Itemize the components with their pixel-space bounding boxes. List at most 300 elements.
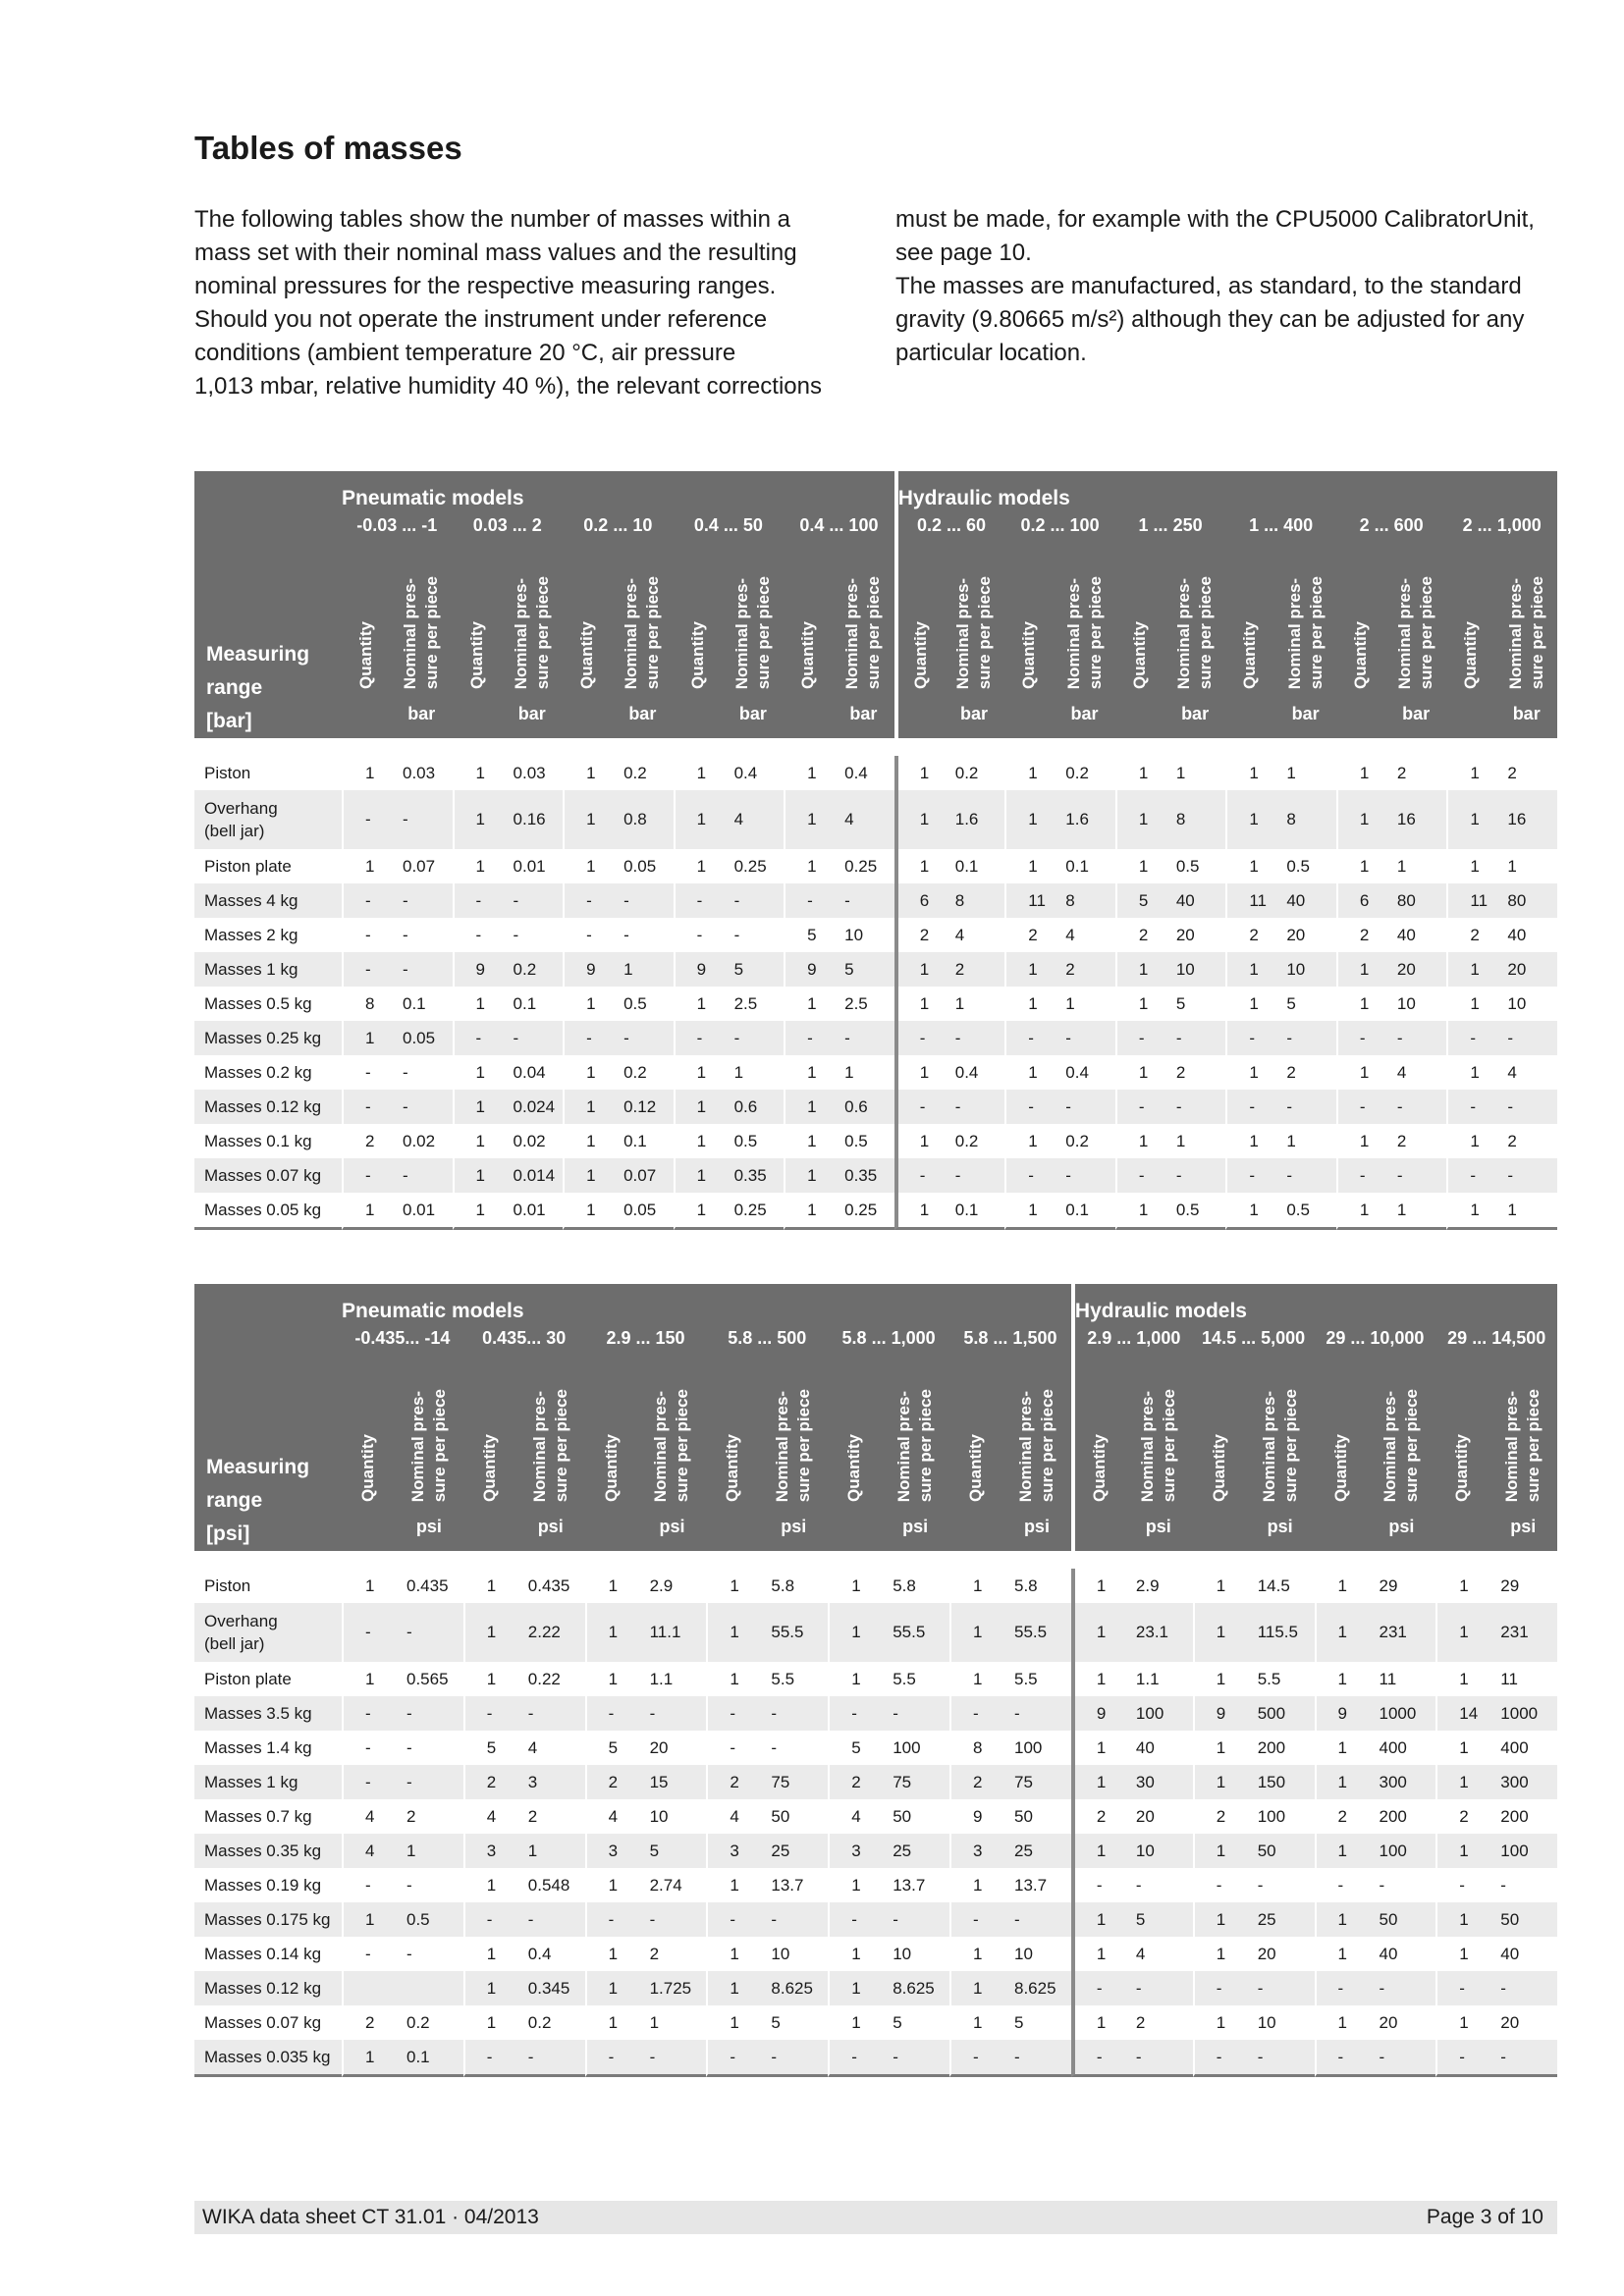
quantity-cell: 3	[706, 1834, 759, 1868]
quantity-cell: 1	[1004, 1055, 1054, 1090]
quantity-cell: -	[1071, 2040, 1124, 2077]
nominal-pressure-cell: 2	[1164, 1055, 1226, 1090]
table-row	[194, 1902, 1557, 1937]
unit-spacer	[563, 689, 612, 738]
nominal-pressure-cell: 0.5	[1164, 849, 1226, 883]
row-label: Masses 0.07 kg	[194, 2005, 342, 2040]
quantity-cell: -	[828, 1696, 881, 1731]
quantity-cell: 1	[342, 2040, 395, 2077]
nominal-pressure-cell: 0.25	[723, 849, 785, 883]
nominal-pressure-cell: 0.25	[723, 1193, 785, 1230]
quantity-cell: 1	[453, 1090, 502, 1124]
quantity-cell: 1	[784, 987, 833, 1021]
quantity-cell: 1	[463, 1569, 516, 1603]
quantity-column-header	[1193, 1353, 1246, 1502]
quantity-cell: -	[342, 1765, 395, 1799]
page-footer	[194, 2201, 1557, 2234]
measuring-range-label	[194, 471, 342, 738]
quantity-cell: 1	[1115, 1055, 1164, 1090]
nominal-pressure-cell: 0.01	[391, 1193, 453, 1230]
measuring-range-header: 29 ... 14,500	[1435, 1323, 1557, 1353]
nominal-pressure-cell: 5	[638, 1834, 707, 1868]
row-label: Masses 0.14 kg	[194, 1937, 342, 1971]
nominal-pressure-cell: 25	[881, 1834, 949, 1868]
unit-spacer	[674, 689, 723, 738]
nominal-pressure-cell: 0.05	[612, 849, 674, 883]
quantity-cell: 1	[1336, 1055, 1385, 1090]
nominal-pressure-cell: 0.1	[944, 849, 1005, 883]
nominal-pressure-cell: 50	[1368, 1902, 1436, 1937]
nominal-pressure-label-line: sure per piece	[1085, 575, 1105, 689]
quantity-cell: 1	[706, 2005, 759, 2040]
nominal-pressure-cell: -	[612, 1021, 674, 1055]
nominal-pressure-cell: 20	[1164, 918, 1226, 952]
nominal-pressure-cell: 0.07	[391, 849, 453, 883]
nominal-pressure-column-header	[391, 540, 453, 689]
quantity-cell: 1	[563, 790, 612, 849]
nominal-pressure-cell: -	[502, 918, 564, 952]
nominal-pressure-label-line: sure per piece	[794, 1388, 814, 1502]
quantity-cell: 2	[706, 1765, 759, 1799]
nominal-pressure-column-header	[502, 540, 564, 689]
nominal-pressure-cell: 100	[1489, 1834, 1557, 1868]
intro-line: nominal pressures for the respective measuring ranges.	[194, 273, 777, 299]
nominal-pressure-cell: -	[1368, 1868, 1436, 1902]
nominal-pressure-cell: 0.22	[516, 1662, 585, 1696]
nominal-pressure-column-header	[1368, 1353, 1436, 1502]
nominal-pressure-label-line: Nominal pres-	[842, 577, 862, 689]
quantity-cell: 5	[784, 918, 833, 952]
nominal-pressure-cell: 231	[1489, 1603, 1557, 1662]
quantity-cell: 1	[706, 1603, 759, 1662]
row-label: Masses 0.12 kg	[194, 1971, 342, 2005]
quantity-cell: -	[463, 2040, 516, 2077]
row-label: Masses 0.25 kg	[194, 1021, 342, 1055]
quantity-cell: -	[585, 1902, 638, 1937]
nominal-pressure-cell: -	[833, 1021, 894, 1055]
nominal-pressure-column-header	[1274, 540, 1336, 689]
nominal-pressure-column-header	[1124, 1353, 1193, 1502]
quantity-cell: 1	[1193, 1569, 1246, 1603]
nominal-pressure-cell: -	[1274, 1021, 1336, 1055]
nominal-pressure-cell: 8	[1164, 790, 1226, 849]
quantity-cell: 1	[828, 1603, 881, 1662]
quantity-cell: -	[585, 1696, 638, 1731]
nominal-pressure-cell: 20	[638, 1731, 707, 1765]
quantity-column-header	[1004, 540, 1054, 689]
nominal-pressure-cell: 50	[881, 1799, 949, 1834]
quantity-column-header	[1446, 540, 1495, 689]
nominal-pressure-cell: 11.1	[638, 1603, 707, 1662]
quantity-cell: 1	[1004, 790, 1054, 849]
quantity-cell: -	[706, 2040, 759, 2077]
nominal-pressure-label-line: Nominal pres-	[953, 577, 973, 689]
nominal-pressure-cell: 20	[1124, 1799, 1193, 1834]
nominal-pressure-cell: 3	[516, 1765, 585, 1799]
nominal-pressure-cell: 80	[1495, 883, 1557, 918]
quantity-cell: 9	[1315, 1696, 1368, 1731]
nominal-pressure-cell: 4	[1385, 1055, 1447, 1090]
quantity-cell: 1	[585, 1868, 638, 1902]
quantity-cell: 11	[1446, 883, 1495, 918]
table-row	[194, 1569, 1557, 1603]
intro-right-column	[895, 203, 1563, 370]
nominal-pressure-cell: -	[1054, 1158, 1115, 1193]
row-label: Piston plate	[194, 1662, 342, 1696]
nominal-pressure-label-line: sure per piece	[532, 575, 552, 689]
quantity-cell: 1	[1435, 1765, 1489, 1799]
nominal-pressure-cell: 0.1	[502, 987, 564, 1021]
quantity-cell: -	[949, 1696, 1002, 1731]
quantity-cell: 1	[1115, 952, 1164, 987]
nominal-pressure-label-line: Nominal pres-	[1174, 577, 1194, 689]
nominal-pressure-cell: 0.02	[502, 1124, 564, 1158]
quantity-cell: -	[1336, 1158, 1385, 1193]
measuring-range-line: range	[206, 676, 263, 699]
nominal-pressure-label-line: sure per piece	[1196, 575, 1216, 689]
nominal-pressure-cell: -	[1489, 1971, 1557, 2005]
nominal-pressure-label	[650, 1389, 693, 1502]
unit-label: bar	[1164, 689, 1226, 738]
quantity-label: Quantity	[965, 1434, 985, 1502]
nominal-pressure-column-header	[1054, 540, 1115, 689]
table-row	[194, 849, 1557, 883]
quantity-cell: 1	[563, 1090, 612, 1124]
quantity-label: Quantity	[479, 1434, 499, 1502]
nominal-pressure-cell: 2.74	[638, 1868, 707, 1902]
nominal-pressure-cell: 0.4	[516, 1937, 585, 1971]
row-label: Masses 1 kg	[194, 1765, 342, 1799]
quantity-column-header	[463, 1353, 516, 1502]
nominal-pressure-cell: 0.014	[502, 1158, 564, 1193]
nominal-pressure-cell: 4	[1495, 1055, 1557, 1090]
nominal-pressure-cell: 10	[1274, 952, 1336, 987]
quantity-cell: 1	[1315, 1603, 1368, 1662]
measuring-range-header: 0.435... 30	[463, 1323, 585, 1353]
table-row	[194, 1765, 1557, 1799]
table-row	[194, 790, 1557, 849]
quantity-cell: -	[1435, 1971, 1489, 2005]
quantity-cell: 5	[1115, 883, 1164, 918]
nominal-pressure-label-line: sure per piece	[916, 1388, 936, 1502]
nominal-pressure-cell: 5	[1164, 987, 1226, 1021]
nominal-pressure-cell: -	[1495, 1021, 1557, 1055]
quantity-cell: 1	[563, 1055, 612, 1090]
nominal-pressure-cell: 5	[881, 2005, 949, 2040]
quantity-cell: -	[1004, 1158, 1054, 1193]
quantity-label: Quantity	[356, 621, 375, 689]
nominal-pressure-cell: 10	[1164, 952, 1226, 987]
nominal-pressure-cell: 16	[1385, 790, 1447, 849]
table-row	[194, 1731, 1557, 1765]
nominal-pressure-cell: 0.1	[944, 1193, 1005, 1230]
quantity-label: Quantity	[723, 1434, 742, 1502]
quantity-cell: -	[1071, 1971, 1124, 2005]
nominal-pressure-cell: 100	[1246, 1799, 1315, 1834]
quantity-cell: 1	[894, 756, 944, 790]
nominal-pressure-cell: 10	[759, 1937, 828, 1971]
nominal-pressure-label-line: Nominal pres-	[1259, 1390, 1278, 1502]
nominal-pressure-label-line: sure per piece	[1306, 575, 1326, 689]
nominal-pressure-label-line: Nominal pres-	[1505, 577, 1525, 689]
nominal-pressure-label	[772, 1389, 815, 1502]
quantity-cell: 2	[1336, 918, 1385, 952]
measuring-range-header: 0.2 ... 10	[563, 510, 674, 540]
nominal-pressure-label-line: sure per piece	[1524, 1388, 1543, 1502]
unit-label: psi	[1368, 1502, 1436, 1551]
quantity-cell: 1	[1115, 1124, 1164, 1158]
nominal-pressure-cell: 300	[1368, 1765, 1436, 1799]
nominal-pressure-cell: 10	[638, 1799, 707, 1834]
quantity-cell: -	[674, 918, 723, 952]
quantity-cell: 1	[563, 849, 612, 883]
quantity-cell: 1	[1225, 790, 1274, 849]
unit-label: psi	[1002, 1502, 1071, 1551]
unit-label: bar	[944, 689, 1005, 738]
quantity-label: Quantity	[910, 621, 930, 689]
nominal-pressure-cell: 55.5	[759, 1603, 828, 1662]
quantity-cell: -	[1336, 1090, 1385, 1124]
nominal-pressure-cell: -	[1368, 2040, 1436, 2077]
nominal-pressure-column-header	[1246, 1353, 1315, 1502]
nominal-pressure-cell: 25	[759, 1834, 828, 1868]
nominal-pressure-cell: -	[1495, 1158, 1557, 1193]
row-label: Masses 0.175 kg	[194, 1902, 342, 1937]
nominal-pressure-cell: 5.8	[1002, 1569, 1071, 1603]
quantity-cell: -	[784, 1021, 833, 1055]
quantity-cell: 2	[1446, 918, 1495, 952]
nominal-pressure-column-header	[881, 1353, 949, 1502]
quantity-cell: 1	[1435, 1937, 1489, 1971]
quantity-cell: 1	[784, 849, 833, 883]
intro-line: The following tables show the number of masses within a	[194, 206, 790, 233]
quantity-cell: 1	[1071, 1662, 1124, 1696]
table-row	[194, 987, 1557, 1021]
quantity-cell: -	[894, 1021, 944, 1055]
nominal-pressure-label	[1501, 1389, 1544, 1502]
quantity-cell: 1	[585, 1971, 638, 2005]
nominal-pressure-cell: 2.9	[638, 1569, 707, 1603]
measuring-range-header: 0.2 ... 100	[1004, 510, 1115, 540]
measuring-range-header: 29 ... 10,000	[1315, 1323, 1436, 1353]
quantity-cell: 1	[674, 987, 723, 1021]
nominal-pressure-cell: 40	[1368, 1937, 1436, 1971]
nominal-pressure-cell: 1	[1164, 756, 1226, 790]
nominal-pressure-cell: 2	[1274, 1055, 1336, 1090]
quantity-cell: 1	[1115, 987, 1164, 1021]
quantity-cell: 1	[828, 1868, 881, 1902]
quantity-cell: 1	[1004, 987, 1054, 1021]
nominal-pressure-cell: -	[638, 1696, 707, 1731]
nominal-pressure-cell: 200	[1489, 1799, 1557, 1834]
nominal-pressure-cell: 1	[1495, 1193, 1557, 1230]
quantity-cell: 1	[674, 1090, 723, 1124]
quantity-cell: -	[1446, 1158, 1495, 1193]
nominal-pressure-cell: 0.5	[723, 1124, 785, 1158]
quantity-cell: 1	[342, 756, 391, 790]
nominal-pressure-cell: -	[1246, 2040, 1315, 2077]
nominal-pressure-cell: 25	[1246, 1902, 1315, 1937]
quantity-cell: 1	[1336, 987, 1385, 1021]
quantity-cell: -	[342, 883, 391, 918]
nominal-pressure-label-line: sure per piece	[422, 575, 442, 689]
quantity-cell: 1	[1004, 952, 1054, 987]
nominal-pressure-cell: -	[395, 1868, 463, 1902]
nominal-pressure-cell: 0.03	[502, 756, 564, 790]
nominal-pressure-cell: 115.5	[1246, 1603, 1315, 1662]
quantity-cell: -	[674, 1021, 723, 1055]
table-row	[194, 1021, 1557, 1055]
quantity-cell: 1	[1071, 1569, 1124, 1603]
row-label: Overhang (bell jar)	[194, 790, 342, 849]
quantity-cell: 4	[463, 1799, 516, 1834]
quantity-cell: 1	[1435, 1834, 1489, 1868]
table-row	[194, 756, 1557, 790]
nominal-pressure-cell: 10	[881, 1937, 949, 1971]
nominal-pressure-cell: -	[759, 2040, 828, 2077]
quantity-cell: 1	[1315, 1765, 1368, 1799]
nominal-pressure-cell: -	[1054, 1090, 1115, 1124]
nominal-pressure-cell: 5.8	[881, 1569, 949, 1603]
measuring-range-header: 0.4 ... 50	[674, 510, 785, 540]
nominal-pressure-cell: 13.7	[1002, 1868, 1071, 1902]
nominal-pressure-cell: 5	[759, 2005, 828, 2040]
table-row	[194, 1090, 1557, 1124]
unit-label: psi	[1246, 1502, 1315, 1551]
nominal-pressure-cell: 2	[1495, 756, 1557, 790]
quantity-cell: 1	[585, 1569, 638, 1603]
quantity-cell: 1	[949, 1868, 1002, 1902]
measuring-range-line: [bar]	[206, 710, 252, 732]
quantity-cell: 1	[894, 952, 944, 987]
nominal-pressure-label-line: sure per piece	[1417, 575, 1436, 689]
nominal-pressure-cell: 8	[1274, 790, 1336, 849]
nominal-pressure-cell: 0.565	[395, 1662, 463, 1696]
quantity-cell: 1	[1435, 1603, 1489, 1662]
quantity-cell: -	[463, 1696, 516, 1731]
masses-table-psi	[194, 1284, 1557, 2077]
nominal-pressure-cell: 4	[1124, 1937, 1193, 1971]
nominal-pressure-cell: 1	[1054, 987, 1115, 1021]
nominal-pressure-cell: 2	[1495, 1124, 1557, 1158]
quantity-cell: 1	[1004, 849, 1054, 883]
quantity-cell: 1	[1315, 1937, 1368, 1971]
quantity-cell: 1	[1225, 1124, 1274, 1158]
unit-label: bar	[833, 689, 894, 738]
quantity-cell: 1	[1315, 1569, 1368, 1603]
nominal-pressure-label-line: sure per piece	[1037, 1388, 1056, 1502]
nominal-pressure-label-line: Nominal pres-	[773, 1390, 792, 1502]
nominal-pressure-cell: -	[1489, 1868, 1557, 1902]
quantity-cell: 2	[1315, 1799, 1368, 1834]
quantity-cell: 1	[1435, 1731, 1489, 1765]
quantity-label: Quantity	[1452, 1434, 1472, 1502]
quantity-cell: -	[1004, 1021, 1054, 1055]
quantity-column-header	[342, 540, 391, 689]
unit-label: psi	[1124, 1502, 1193, 1551]
quantity-cell: 1	[706, 1937, 759, 1971]
quantity-label: Quantity	[1089, 1434, 1109, 1502]
nominal-pressure-cell: -	[944, 1090, 1005, 1124]
nominal-pressure-cell: -	[391, 790, 453, 849]
nominal-pressure-cell: 0.4	[1054, 1055, 1115, 1090]
quantity-cell: 1	[784, 1055, 833, 1090]
quantity-column-header	[949, 1353, 1002, 1502]
nominal-pressure-cell: 4	[516, 1731, 585, 1765]
measuring-range-line: Measuring	[206, 643, 310, 666]
quantity-cell: 1	[674, 1193, 723, 1230]
nominal-pressure-label	[1394, 576, 1437, 689]
nominal-pressure-label	[893, 1389, 937, 1502]
quantity-cell: 2	[1435, 1799, 1489, 1834]
quantity-cell: 1	[463, 2005, 516, 2040]
hydraulic-models-header: Hydraulic models	[1071, 1284, 1557, 1323]
row-label: Masses 0.1 kg	[194, 1124, 342, 1158]
quantity-cell: 3	[585, 1834, 638, 1868]
nominal-pressure-cell: -	[1124, 2040, 1193, 2077]
measuring-range-label	[194, 1284, 342, 1551]
unit-label: psi	[395, 1502, 463, 1551]
nominal-pressure-cell: 0.1	[1054, 849, 1115, 883]
nominal-pressure-label-line: Nominal pres-	[401, 577, 420, 689]
quantity-cell: -	[1315, 2040, 1368, 2077]
quantity-cell: -	[1336, 1021, 1385, 1055]
quantity-cell: -	[342, 1090, 391, 1124]
quantity-cell: 1	[1446, 952, 1495, 987]
quantity-cell: 9	[674, 952, 723, 987]
nominal-pressure-cell: -	[612, 918, 674, 952]
nominal-pressure-cell: 10	[1495, 987, 1557, 1021]
nominal-pressure-cell: 0.5	[1274, 1193, 1336, 1230]
quantity-cell: -	[706, 1696, 759, 1731]
nominal-pressure-cell: -	[391, 1090, 453, 1124]
quantity-cell: -	[784, 883, 833, 918]
nominal-pressure-cell: -	[391, 1055, 453, 1090]
quantity-cell: 5	[828, 1731, 881, 1765]
nominal-pressure-cell: 5.5	[1246, 1662, 1315, 1696]
quantity-cell: -	[828, 1902, 881, 1937]
nominal-pressure-column-header	[612, 540, 674, 689]
table-row	[194, 1193, 1557, 1230]
nominal-pressure-cell: 13.7	[759, 1868, 828, 1902]
quantity-cell: -	[463, 1902, 516, 1937]
nominal-pressure-label-line: sure per piece	[429, 1388, 449, 1502]
quantity-column-header	[1225, 540, 1274, 689]
nominal-pressure-cell: 0.12	[612, 1090, 674, 1124]
table-row	[194, 2040, 1557, 2077]
measuring-range-line: Measuring	[206, 1456, 310, 1478]
nominal-pressure-cell: 2	[1124, 2005, 1193, 2040]
nominal-pressure-cell: 0.2	[395, 2005, 463, 2040]
quantity-cell: 1	[1071, 1603, 1124, 1662]
nominal-pressure-cell: 100	[1124, 1696, 1193, 1731]
nominal-pressure-cell: -	[391, 918, 453, 952]
unit-spacer	[1315, 1502, 1368, 1551]
quantity-cell: 1	[342, 1569, 395, 1603]
nominal-pressure-cell: 0.2	[1054, 1124, 1115, 1158]
nominal-pressure-cell: 0.01	[502, 849, 564, 883]
nominal-pressure-cell: 0.435	[395, 1569, 463, 1603]
quantity-cell: 1	[453, 790, 502, 849]
measuring-range-header: 5.8 ... 500	[706, 1323, 828, 1353]
quantity-cell: 1	[463, 1868, 516, 1902]
quantity-cell: 1	[1315, 1731, 1368, 1765]
unit-spacer	[949, 1502, 1002, 1551]
quantity-label: Quantity	[601, 1434, 621, 1502]
nominal-pressure-cell: 40	[1489, 1937, 1557, 1971]
quantity-column-header	[1071, 1353, 1124, 1502]
quantity-cell: 9	[949, 1799, 1002, 1834]
